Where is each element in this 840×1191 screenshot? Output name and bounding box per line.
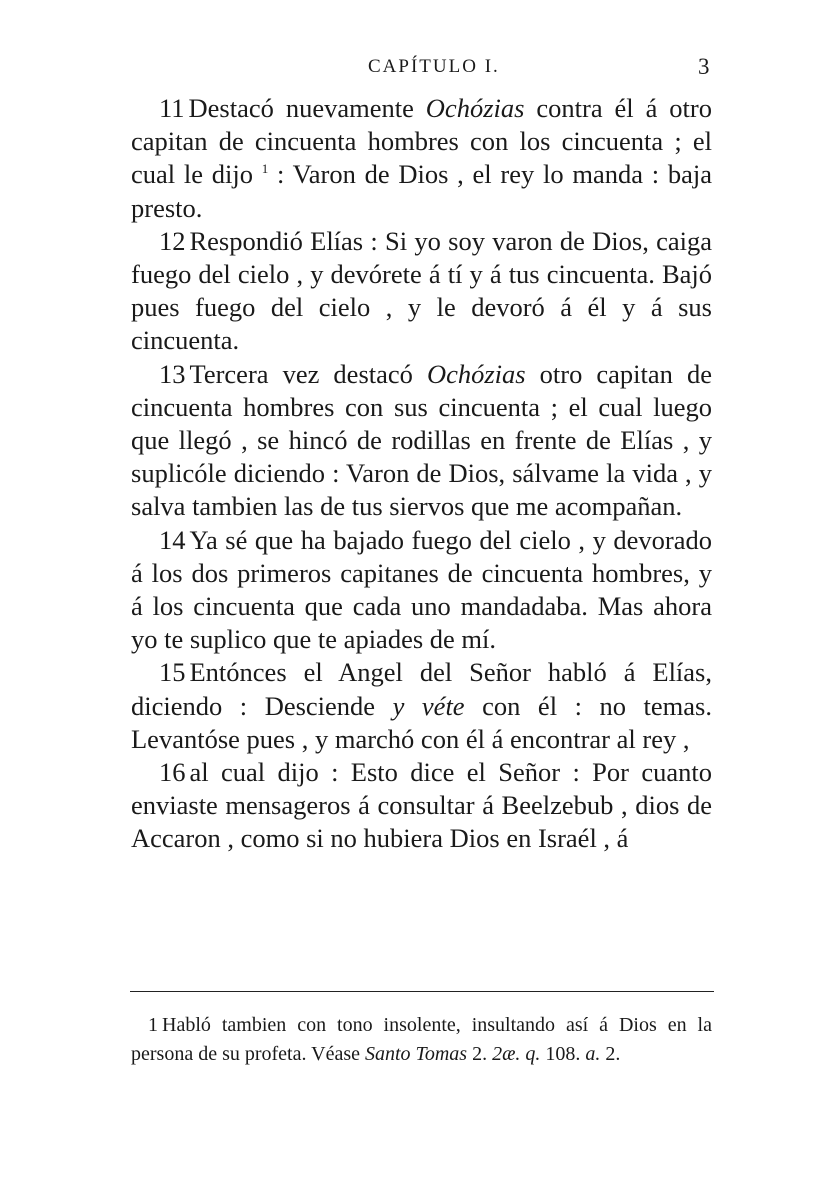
footnote-text: 2. xyxy=(467,1042,493,1065)
verse-number: 16 xyxy=(159,757,186,788)
verse-14 xyxy=(131,524,712,657)
footnote-number: 1 xyxy=(148,1014,158,1036)
verse-11 xyxy=(131,92,712,225)
footnote-text: Habló tambien con tono insolente, insultando así á Dios en la persona de su profeta. Véase xyxy=(131,1014,712,1065)
verse-13 xyxy=(131,358,712,524)
footnote-divider xyxy=(130,991,714,992)
verse-text: con él : no temas. Levantóse pues , y marchó con él á encontrar al rey , xyxy=(131,690,712,754)
body-text xyxy=(131,92,712,856)
verse-16 xyxy=(131,756,712,856)
page-number: 3 xyxy=(698,54,710,79)
verse-text-italic: y véte xyxy=(392,690,465,721)
verse-text: Tercera vez destacó xyxy=(189,358,427,389)
footnote-text: 108. xyxy=(540,1042,586,1065)
verse-number: 11 xyxy=(159,93,185,123)
footnote-marker: 1 xyxy=(261,161,269,177)
verse-text: contra él á otro capitan de cincuenta hombres con los cincuenta ; el cual le dijo xyxy=(131,93,712,190)
verse-text: Destacó nuevamente xyxy=(188,93,426,123)
footnote xyxy=(131,1011,712,1068)
running-head xyxy=(0,56,840,86)
verse-text: otro capitan de cincuenta hombres con sus cincuenta ; el cual luego que llegó , se hincó de rodillas en frente de Elías , y suplicóle diciendo : Varon de Dios, sálvame la vida , y salva tambien las de tus siervos que me acompañan. xyxy=(131,358,712,522)
verse-number: 14 xyxy=(159,524,186,555)
verse-text: : Varon de Dios , el rey lo manda : baja presto. xyxy=(131,159,712,223)
footnote-text-italic: Santo Tomas xyxy=(364,1042,468,1065)
verse-number: 13 xyxy=(159,358,186,389)
verse-number: 12 xyxy=(159,225,186,256)
verse-text: Ya sé que ha bajado fuego del cielo , y devorado á los dos primeros capitanes de cincuenta hombres, y á los cincuenta que cada uno mandadaba. Mas ahora yo te suplico que te apiades de mí. xyxy=(131,524,712,655)
verse-text: al cual dijo : Esto dice el Señor : Por cuanto enviaste mensageros á consultar á Beelzebub , dios de Accaron , como si no hubiera Dios en Israél , á xyxy=(131,757,712,854)
verse-text-italic: Ochózias xyxy=(425,93,525,123)
verse-12 xyxy=(131,225,712,358)
footnote-text-italic: a. xyxy=(585,1042,601,1065)
verse-text-italic: Ochózias xyxy=(426,358,526,389)
verse-text: Respondió Elías : Si yo soy varon de Dios, caiga fuego del cielo , y devórete á tí y á tus cincuenta. Bajó pues fuego del cielo , y le devoró á él y á sus cincuenta. xyxy=(131,225,712,356)
footnote-text: 2. xyxy=(600,1042,621,1065)
verse-text: Entónces el Angel del Señor habló á Elías, diciendo : Desciende xyxy=(131,657,712,721)
verse-15 xyxy=(131,656,712,756)
footnote-text-italic: 2æ. q. xyxy=(492,1042,541,1065)
verse-number: 15 xyxy=(159,657,186,688)
chapter-title: CAPÍTULO I. xyxy=(368,56,500,77)
